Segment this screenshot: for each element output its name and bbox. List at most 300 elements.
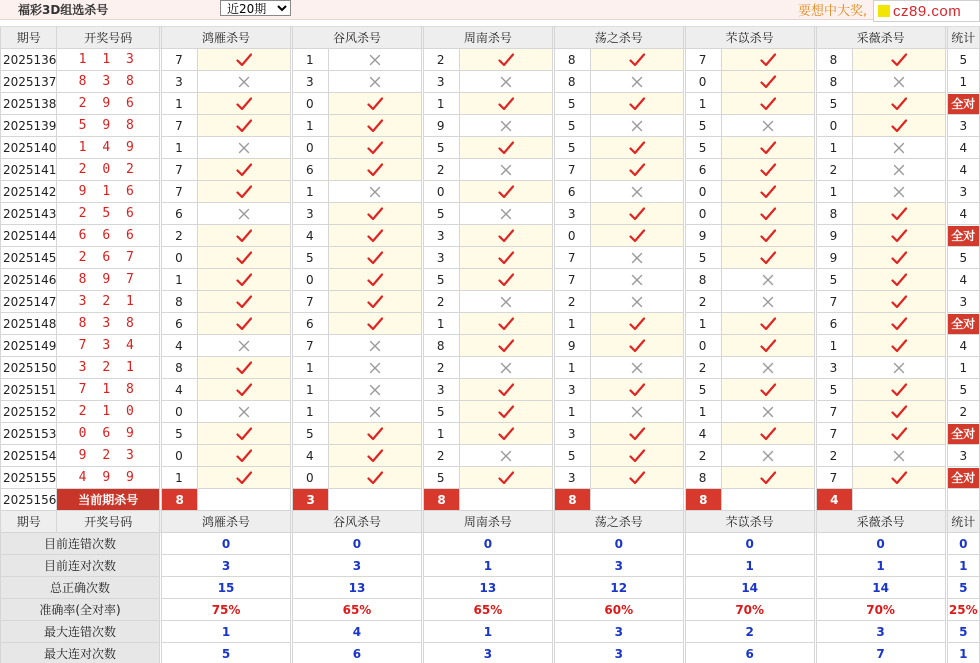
summary-value: 2 xyxy=(685,621,814,643)
current-kill-number: 4 xyxy=(816,489,852,511)
winning-number-cell: 7 1 8 xyxy=(57,379,160,401)
correct-mark xyxy=(198,247,291,269)
kill-number-cell: 3 xyxy=(423,225,459,247)
correct-mark xyxy=(721,137,814,159)
kill-number-cell: 7 xyxy=(685,49,721,71)
correct-mark xyxy=(460,225,553,247)
correct-mark xyxy=(721,225,814,247)
kill-number-cell: 1 xyxy=(293,49,329,71)
kill-number-cell: 1 xyxy=(162,269,198,291)
wrong-mark xyxy=(329,379,422,401)
stat-cell xyxy=(947,313,979,335)
tick-icon xyxy=(367,295,383,309)
kill-number-cell: 7 xyxy=(554,269,590,291)
stat-cell: 5 xyxy=(947,49,979,71)
period-cell: 2025139 xyxy=(1,115,57,137)
tick-icon xyxy=(760,185,776,199)
tick-icon xyxy=(891,383,907,397)
winning-number-cell: 0 6 9 xyxy=(57,423,160,445)
summary-label: 目前连错次数 xyxy=(1,533,160,555)
summary-rows xyxy=(1,533,980,663)
wrong-mark xyxy=(591,115,684,137)
stat-cell: 3 xyxy=(947,445,979,467)
table-row xyxy=(1,115,980,137)
correct-mark xyxy=(329,467,422,489)
cross-icon xyxy=(238,406,250,418)
kill-number-cell: 7 xyxy=(816,467,852,489)
kill-number-cell: 2 xyxy=(423,49,459,71)
kill-number-cell: 1 xyxy=(162,467,198,489)
kill-number-cell: 8 xyxy=(554,49,590,71)
tick-icon xyxy=(498,427,514,441)
summary-row xyxy=(1,621,980,643)
period-cell: 2025148 xyxy=(1,313,57,335)
current-period-cell: 2025156 xyxy=(1,489,57,511)
correct-mark xyxy=(721,379,814,401)
correct-mark xyxy=(721,49,814,71)
tick-icon xyxy=(236,53,252,67)
tick-icon xyxy=(891,317,907,331)
winning-number-cell: 8 3 8 xyxy=(57,313,160,335)
period-cell: 2025138 xyxy=(1,93,57,115)
period-cell: 2025146 xyxy=(1,269,57,291)
cross-icon xyxy=(369,186,381,198)
summary-stat-value: 1 xyxy=(947,643,979,663)
table-row xyxy=(1,159,980,181)
empty-cell xyxy=(852,489,945,511)
winning-number-cell: 8 9 7 xyxy=(57,269,160,291)
winning-number-cell: 2 6 7 xyxy=(57,247,160,269)
promo-text[interactable]: 要想中大奖, xyxy=(798,4,868,19)
kill-number-cell: 1 xyxy=(423,93,459,115)
summary-stat-value: 0 xyxy=(947,533,979,555)
header-expert-3[interactable]: 周南杀号 xyxy=(423,27,552,49)
cross-icon xyxy=(762,406,774,418)
table-row xyxy=(1,357,980,379)
period-cell: 2025153 xyxy=(1,423,57,445)
correct-mark xyxy=(460,467,553,489)
kill-number-cell: 1 xyxy=(816,181,852,203)
stat-cell: 4 xyxy=(947,159,979,181)
kill-number-cell: 0 xyxy=(293,137,329,159)
summary-value: 3 xyxy=(293,555,422,577)
wrong-mark xyxy=(460,203,553,225)
table-row xyxy=(1,93,980,115)
all-correct-badge: 全对 xyxy=(948,314,979,334)
wrong-mark xyxy=(329,401,422,423)
tick-icon xyxy=(498,317,514,331)
cross-icon xyxy=(631,274,643,286)
summary-row xyxy=(1,533,980,555)
stat-cell: 4 xyxy=(947,269,979,291)
summary-value: 1 xyxy=(423,555,552,577)
cross-icon xyxy=(500,450,512,462)
kill-number-cell: 1 xyxy=(685,93,721,115)
site-logo[interactable] xyxy=(873,0,980,22)
summary-label: 目前连对次数 xyxy=(1,555,160,577)
header-stat: 统计 xyxy=(947,511,979,533)
kill-number-cell: 6 xyxy=(554,181,590,203)
kill-number-cell: 1 xyxy=(162,137,198,159)
summary-value: 14 xyxy=(816,577,945,599)
tick-icon xyxy=(498,141,514,155)
summary-value: 1 xyxy=(685,555,814,577)
tick-icon xyxy=(367,207,383,221)
correct-mark xyxy=(852,93,945,115)
summary-value: 65% xyxy=(423,599,552,621)
kill-number-cell: 5 xyxy=(423,137,459,159)
tick-icon xyxy=(367,471,383,485)
header-expert-5[interactable]: 芣苡杀号 xyxy=(685,511,814,533)
kill-number-cell: 5 xyxy=(685,247,721,269)
tick-icon xyxy=(629,383,645,397)
tick-icon xyxy=(629,471,645,485)
table-row xyxy=(1,49,980,71)
header-expert-2[interactable]: 谷风杀号 xyxy=(293,27,422,49)
tick-icon xyxy=(367,273,383,287)
kill-number-cell: 5 xyxy=(554,445,590,467)
kill-number-cell: 1 xyxy=(685,401,721,423)
correct-mark xyxy=(460,269,553,291)
kill-number-cell: 2 xyxy=(554,291,590,313)
current-kill-number: 8 xyxy=(162,489,198,511)
header-period: 期号 xyxy=(1,27,57,49)
kill-number-cell: 5 xyxy=(162,423,198,445)
kill-number-cell: 1 xyxy=(554,357,590,379)
winning-number-cell: 1 1 3 xyxy=(57,49,160,71)
kill-number-cell: 3 xyxy=(554,423,590,445)
correct-mark xyxy=(591,445,684,467)
correct-mark xyxy=(198,115,291,137)
kill-number-cell: 8 xyxy=(816,71,852,93)
cross-icon xyxy=(500,208,512,220)
summary-row xyxy=(1,555,980,577)
period-range-select[interactable] xyxy=(220,0,291,16)
tick-icon xyxy=(629,449,645,463)
tick-icon xyxy=(629,97,645,111)
header-winning: 开奖号码 xyxy=(57,27,160,49)
all-correct-badge: 全对 xyxy=(948,226,979,246)
kill-number-cell: 7 xyxy=(554,247,590,269)
correct-mark xyxy=(198,159,291,181)
header-row xyxy=(1,27,980,49)
winning-number-cell: 9 2 3 xyxy=(57,445,160,467)
kill-number-cell: 8 xyxy=(685,467,721,489)
tick-icon xyxy=(629,207,645,221)
stat-cell: 5 xyxy=(947,379,979,401)
kill-number-cell: 5 xyxy=(685,115,721,137)
summary-value: 6 xyxy=(685,643,814,663)
correct-mark xyxy=(329,115,422,137)
summary-value: 3 xyxy=(554,621,683,643)
wrong-mark xyxy=(852,71,945,93)
cross-icon xyxy=(893,76,905,88)
table-row xyxy=(1,181,980,203)
kill-number-cell: 8 xyxy=(162,291,198,313)
wrong-mark xyxy=(721,357,814,379)
cross-icon xyxy=(762,450,774,462)
kill-number-cell: 1 xyxy=(293,115,329,137)
period-cell: 2025154 xyxy=(1,445,57,467)
winning-number-cell: 2 1 0 xyxy=(57,401,160,423)
tick-icon xyxy=(367,119,383,133)
period-cell: 2025149 xyxy=(1,335,57,357)
kill-number-cell: 5 xyxy=(293,247,329,269)
kill-number-cell: 1 xyxy=(816,335,852,357)
summary-value: 0 xyxy=(816,533,945,555)
summary-label: 准确率(全对率) xyxy=(1,599,160,621)
correct-mark xyxy=(198,225,291,247)
stat-cell: 4 xyxy=(947,137,979,159)
cross-icon xyxy=(893,450,905,462)
correct-mark xyxy=(852,247,945,269)
cross-icon xyxy=(762,274,774,286)
kill-number-cell: 1 xyxy=(816,137,852,159)
tick-icon xyxy=(236,273,252,287)
header-expert-2[interactable]: 谷风杀号 xyxy=(293,511,422,533)
header-expert-3[interactable]: 周南杀号 xyxy=(423,511,552,533)
cross-icon xyxy=(238,142,250,154)
correct-mark xyxy=(329,159,422,181)
correct-mark xyxy=(852,467,945,489)
history-rows xyxy=(1,49,980,489)
table-row xyxy=(1,71,980,93)
correct-mark xyxy=(591,49,684,71)
kill-number-cell: 2 xyxy=(816,159,852,181)
header-expert-6[interactable]: 采薇杀号 xyxy=(816,27,945,49)
correct-mark xyxy=(591,203,684,225)
correct-mark xyxy=(198,269,291,291)
summary-value: 75% xyxy=(162,599,291,621)
tick-icon xyxy=(760,251,776,265)
tick-icon xyxy=(236,251,252,265)
header-expert-1[interactable]: 鸿雁杀号 xyxy=(162,511,291,533)
correct-mark xyxy=(198,357,291,379)
kill-number-cell: 9 xyxy=(816,225,852,247)
kill-number-cell: 0 xyxy=(293,269,329,291)
tick-icon xyxy=(498,251,514,265)
tick-icon xyxy=(760,163,776,177)
summary-value: 0 xyxy=(554,533,683,555)
kill-number-cell: 7 xyxy=(816,291,852,313)
kill-number-cell: 9 xyxy=(816,247,852,269)
kill-number-cell: 6 xyxy=(293,313,329,335)
correct-mark xyxy=(852,313,945,335)
kill-number-cell: 5 xyxy=(423,269,459,291)
tick-icon xyxy=(760,383,776,397)
current-kill-number: 8 xyxy=(423,489,459,511)
kill-number-cell: 2 xyxy=(816,445,852,467)
wrong-mark xyxy=(852,445,945,467)
wrong-mark xyxy=(721,269,814,291)
correct-mark xyxy=(852,115,945,137)
correct-mark xyxy=(329,225,422,247)
kill-number-cell: 5 xyxy=(293,423,329,445)
correct-mark xyxy=(852,269,945,291)
header-expert-1[interactable]: 鸿雁杀号 xyxy=(162,27,291,49)
correct-mark xyxy=(852,401,945,423)
cross-icon xyxy=(369,406,381,418)
wrong-mark xyxy=(852,137,945,159)
logo-text: cz89.com xyxy=(893,2,962,20)
tick-icon xyxy=(891,273,907,287)
tick-icon xyxy=(498,383,514,397)
table-row xyxy=(1,379,980,401)
wrong-mark xyxy=(198,401,291,423)
tick-icon xyxy=(498,229,514,243)
period-cell: 2025141 xyxy=(1,159,57,181)
kill-number-cell: 1 xyxy=(554,313,590,335)
kill-number-cell: 7 xyxy=(816,423,852,445)
table-row xyxy=(1,247,980,269)
kill-number-cell: 5 xyxy=(423,467,459,489)
correct-mark xyxy=(852,335,945,357)
kill-number-cell: 0 xyxy=(162,401,198,423)
tick-icon xyxy=(498,471,514,485)
wrong-mark xyxy=(721,401,814,423)
cross-icon xyxy=(893,362,905,374)
tick-icon xyxy=(236,361,252,375)
summary-value: 6 xyxy=(293,643,422,663)
wrong-mark xyxy=(460,357,553,379)
kill-number-cell: 5 xyxy=(816,269,852,291)
tick-icon xyxy=(760,75,776,89)
kill-number-cell: 0 xyxy=(162,247,198,269)
tick-icon xyxy=(236,449,252,463)
tick-icon xyxy=(891,53,907,67)
stat-cell: 5 xyxy=(947,247,979,269)
empty-cell xyxy=(198,489,291,511)
tick-icon xyxy=(367,449,383,463)
header-expert-4[interactable]: 荡之杀号 xyxy=(554,511,683,533)
winning-number-cell: 9 1 6 xyxy=(57,181,160,203)
correct-mark xyxy=(591,137,684,159)
kill-number-cell: 8 xyxy=(162,357,198,379)
header-expert-4[interactable]: 荡之杀号 xyxy=(554,27,683,49)
summary-stat-value: 5 xyxy=(947,577,979,599)
winning-number-cell: 8 3 8 xyxy=(57,71,160,93)
cross-icon xyxy=(500,362,512,374)
kill-number-table xyxy=(0,26,980,663)
table-row xyxy=(1,203,980,225)
cross-icon xyxy=(631,76,643,88)
tick-icon xyxy=(891,251,907,265)
kill-number-cell: 4 xyxy=(162,379,198,401)
correct-mark xyxy=(852,225,945,247)
correct-mark xyxy=(591,159,684,181)
table-row xyxy=(1,225,980,247)
correct-mark xyxy=(721,247,814,269)
table-row xyxy=(1,313,980,335)
all-correct-badge: 全对 xyxy=(948,424,979,444)
summary-value: 0 xyxy=(423,533,552,555)
correct-mark xyxy=(329,247,422,269)
summary-value: 3 xyxy=(162,555,291,577)
tick-icon xyxy=(236,471,252,485)
period-cell: 2025145 xyxy=(1,247,57,269)
kill-number-cell: 1 xyxy=(423,313,459,335)
tick-icon xyxy=(760,97,776,111)
tick-icon xyxy=(891,339,907,353)
kill-number-cell: 6 xyxy=(162,313,198,335)
kill-number-cell: 5 xyxy=(816,379,852,401)
tick-icon xyxy=(891,427,907,441)
page-title: 福彩3D组选杀号 xyxy=(18,3,109,17)
summary-value: 3 xyxy=(816,621,945,643)
wrong-mark xyxy=(198,203,291,225)
correct-mark xyxy=(591,93,684,115)
correct-mark xyxy=(852,291,945,313)
table-row xyxy=(1,467,980,489)
kill-number-cell: 5 xyxy=(423,401,459,423)
stat-cell: 3 xyxy=(947,115,979,137)
summary-label: 最大连错次数 xyxy=(1,621,160,643)
kill-number-cell: 1 xyxy=(423,423,459,445)
empty-cell xyxy=(721,489,814,511)
summary-value: 1 xyxy=(423,621,552,643)
summary-value: 3 xyxy=(554,555,683,577)
stat-cell: 2 xyxy=(947,401,979,423)
correct-mark xyxy=(591,379,684,401)
table-row xyxy=(1,137,980,159)
correct-mark xyxy=(721,203,814,225)
tick-icon xyxy=(236,185,252,199)
correct-mark xyxy=(591,335,684,357)
wrong-mark xyxy=(721,115,814,137)
cross-icon xyxy=(500,120,512,132)
correct-mark xyxy=(721,71,814,93)
kill-number-cell: 2 xyxy=(423,159,459,181)
cross-icon xyxy=(369,384,381,396)
tick-icon xyxy=(236,383,252,397)
summary-value: 0 xyxy=(293,533,422,555)
kill-number-cell: 7 xyxy=(816,401,852,423)
tick-icon xyxy=(760,427,776,441)
kill-number-cell: 2 xyxy=(423,445,459,467)
tick-icon xyxy=(236,97,252,111)
tick-icon xyxy=(760,471,776,485)
header-expert-6[interactable]: 采薇杀号 xyxy=(816,511,945,533)
kill-number-cell: 0 xyxy=(685,203,721,225)
kill-number-cell: 7 xyxy=(293,291,329,313)
tick-icon xyxy=(498,339,514,353)
winning-number-cell: 2 0 2 xyxy=(57,159,160,181)
tick-icon xyxy=(236,229,252,243)
tick-icon xyxy=(236,163,252,177)
correct-mark xyxy=(721,335,814,357)
kill-number-cell: 3 xyxy=(554,467,590,489)
kill-number-cell: 0 xyxy=(293,467,329,489)
tick-icon xyxy=(629,317,645,331)
kill-number-cell: 9 xyxy=(554,335,590,357)
winning-number-cell: 4 9 9 xyxy=(57,467,160,489)
header-expert-5[interactable]: 芣苡杀号 xyxy=(685,27,814,49)
wrong-mark xyxy=(591,269,684,291)
correct-mark xyxy=(852,379,945,401)
correct-mark xyxy=(460,335,553,357)
correct-mark xyxy=(198,379,291,401)
kill-number-cell: 2 xyxy=(685,357,721,379)
cross-icon xyxy=(762,120,774,132)
kill-number-cell: 0 xyxy=(685,335,721,357)
summary-value: 1 xyxy=(162,621,291,643)
kill-number-cell: 2 xyxy=(423,357,459,379)
kill-number-cell: 7 xyxy=(162,115,198,137)
cross-icon xyxy=(631,362,643,374)
table-row xyxy=(1,401,980,423)
wrong-mark xyxy=(329,71,422,93)
summary-value: 14 xyxy=(685,577,814,599)
